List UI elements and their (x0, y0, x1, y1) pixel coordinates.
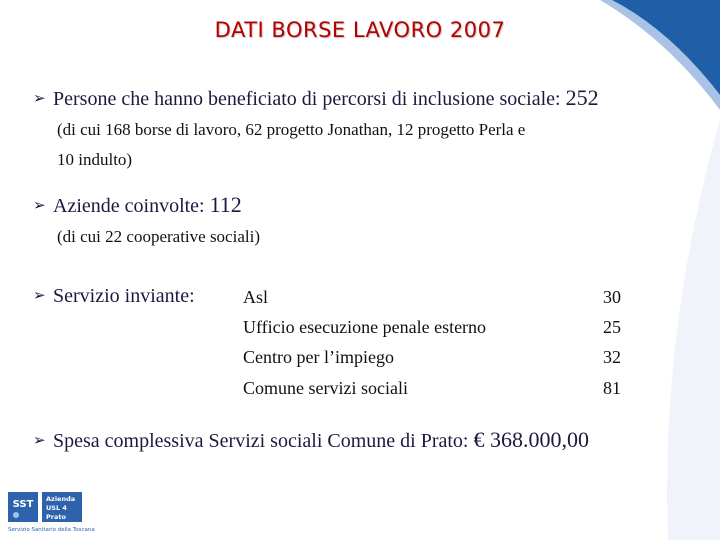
bullet-aziende (33, 192, 242, 218)
spesa-value: € 368.000,00 (473, 427, 589, 452)
servizio-row-count: 30 (603, 287, 621, 307)
servizio-row-count: 25 (603, 317, 621, 337)
bullet-aziende-value: 112 (209, 192, 242, 217)
bullet-persone-value: 252 (565, 85, 599, 110)
bullet-spesa (33, 427, 589, 453)
servizio-row-name: Ufficio esecuzione penale esterno (243, 317, 487, 337)
logo-line-3: Prato (46, 513, 66, 521)
servizio-row-name: Asl (243, 287, 269, 307)
bullet-persone (33, 85, 599, 111)
arrow-bullet-icon: ➢ (33, 89, 46, 107)
bullet-persone-label: Persone che hanno beneficiato di percorsi di inclusione sociale: (53, 88, 566, 110)
bullet-servizio (33, 285, 195, 308)
servizio-row-name: Centro per l’impiego (243, 347, 394, 367)
logo-caption: Servizio Sanitario della Toscana (8, 527, 95, 532)
bullet-aziende-label: Aziende coinvolte: (53, 195, 210, 217)
servizio-row-name: Comune servizi sociali (243, 378, 408, 398)
bullet-persone-detail-2: 10 indulto) (57, 150, 133, 169)
arrow-bullet-icon: ➢ (33, 286, 46, 304)
logo-line-2: USL 4 (46, 504, 67, 512)
servizio-row-count: 81 (603, 378, 621, 398)
arrow-bullet-icon: ➢ (33, 431, 46, 449)
spesa-label: Spesa complessiva Servizi sociali Comune di Prato: (53, 430, 474, 452)
servizio-label: Servizio inviante: (53, 285, 195, 307)
sst-logo-graphic (6, 490, 110, 532)
bullet-persone-detail-1: (di cui 168 borse di lavoro, 62 progetto Jonathan, 12 progetto Perla e (57, 120, 526, 139)
page-title: DATI BORSE LAVORO 2007 (214, 18, 506, 42)
logo-line-1: Azienda (46, 495, 76, 503)
logo-sst-text: SST (12, 499, 34, 510)
arrow-bullet-icon: ➢ (33, 196, 46, 214)
bullet-aziende-detail-1: (di cui 22 cooperative sociali) (57, 227, 260, 246)
servizio-row-count: 32 (603, 347, 621, 367)
sst-logo (6, 490, 110, 532)
